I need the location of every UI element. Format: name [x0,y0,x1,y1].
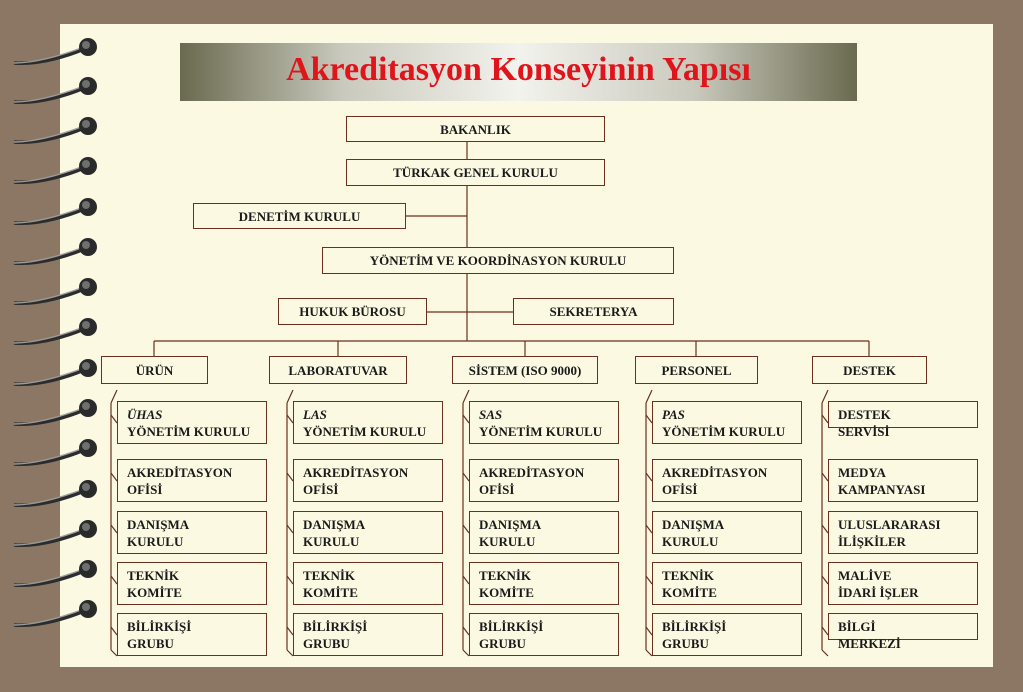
unit-line-2: İLİŞKİLER [838,534,906,549]
dept-sistem: SİSTEM (ISO 9000) [452,356,598,384]
dept-laboratuvar: LABORATUVAR [269,356,407,384]
unit-line-1: BİLİRKİŞİ [662,619,727,634]
box-bakanlik: BAKANLIK [346,116,605,142]
unit-line-2: OFİSİ [127,482,163,497]
unit-box [293,459,443,502]
unit-box [293,511,443,554]
unit-line-2: KAMPANYASI [838,482,926,497]
dept-urun: ÜRÜN [101,356,208,384]
unit-line-1: DESTEK [838,407,891,422]
unit-box [652,401,802,444]
unit-line-1: TEKNİK [127,568,180,583]
unit-box [117,401,267,444]
unit-box [293,562,443,605]
unit-line-2: GRUBU [479,636,526,651]
unit-box [469,459,619,502]
unit-line-1: TEKNİK [303,568,356,583]
unit-line-2: İDARİ İŞLER [838,585,919,600]
unit-box [469,562,619,605]
unit-line-2: OFİSİ [479,482,515,497]
unit-box [469,401,619,444]
unit-line-2: GRUBU [127,636,174,651]
unit-box [469,613,619,656]
box-turkak: TÜRKAK GENEL KURULU [346,159,605,186]
unit-box [652,562,802,605]
unit-line-2: KOMİTE [662,585,717,600]
unit-box [293,613,443,656]
unit-line-1: MEDYA [838,465,886,480]
unit-line-1: AKREDİTASYON [479,465,585,480]
unit-box [293,401,443,444]
unit-box [828,401,978,439]
unit-box [469,511,619,554]
box-denetim: DENETİM KURULU [193,203,406,229]
unit-box [828,613,978,651]
unit-line-2: YÖNETİM KURULU [303,424,427,439]
dept-personel: PERSONEL [635,356,758,384]
box-sekreterya: SEKRETERYA [513,298,674,325]
unit-line-2: YÖNETİM KURULU [127,424,251,439]
unit-line-2: KOMİTE [303,585,358,600]
unit-box [652,511,802,554]
unit-line-1: BİLİRKİŞİ [479,619,544,634]
unit-line-1: BİLİRKİŞİ [303,619,368,634]
unit-line-2: GRUBU [303,636,350,651]
unit-line-2: KOMİTE [127,585,182,600]
unit-box [652,459,802,502]
unit-line-2: SERVİSİ [838,424,890,439]
unit-line-2: MERKEZİ [838,636,901,651]
page-title: Akreditasyon Konseyinin Yapısı [286,51,751,88]
unit-line-2: KURULU [127,534,184,549]
unit-line-2: OFİSİ [662,482,698,497]
unit-line-2: KURULU [479,534,536,549]
unit-line-1: TEKNİK [479,568,532,583]
unit-box [828,511,978,554]
unit-line-2: YÖNETİM KURULU [662,424,786,439]
unit-box [828,459,978,502]
unit-box [117,562,267,605]
unit-line-1: AKREDİTASYON [662,465,768,480]
unit-line-1: DANIŞMA [479,517,542,532]
unit-line-1: BİLGİ [838,619,876,634]
unit-line-1: PAS [662,407,685,422]
unit-line-1: DANIŞMA [662,517,725,532]
unit-box [117,613,267,656]
unit-line-1: AKREDİTASYON [303,465,409,480]
unit-box [828,562,978,605]
box-yonetim: YÖNETİM VE KOORDİNASYON KURULU [322,247,674,274]
unit-box [117,459,267,502]
unit-line-2: KURULU [662,534,719,549]
box-hukuk: HUKUK BÜROSU [278,298,427,325]
unit-line-1: SAS [479,407,503,422]
unit-word: MALİ [838,568,874,583]
unit-box [117,511,267,554]
dept-destek: DESTEK [812,356,927,384]
bracket [822,650,828,656]
unit-line-2: KOMİTE [479,585,534,600]
unit-line-1: TEKNİK [662,568,715,583]
unit-line-1: DANIŞMA [303,517,366,532]
unit-line-1: ULUSLARARASI [838,517,941,532]
unit-line-1: BİLİRKİŞİ [127,619,192,634]
unit-word: VE [873,568,892,583]
unit-line-1: DANIŞMA [127,517,190,532]
unit-line-2: YÖNETİM KURULU [479,424,603,439]
unit-line-2: OFİSİ [303,482,339,497]
unit-line-2: KURULU [303,534,360,549]
unit-line-2: GRUBU [662,636,709,651]
unit-box [652,613,802,656]
unit-line-1: LAS [303,407,327,422]
unit-line-1: AKREDİTASYON [127,465,233,480]
unit-line-1: ÜHAS [127,407,163,422]
